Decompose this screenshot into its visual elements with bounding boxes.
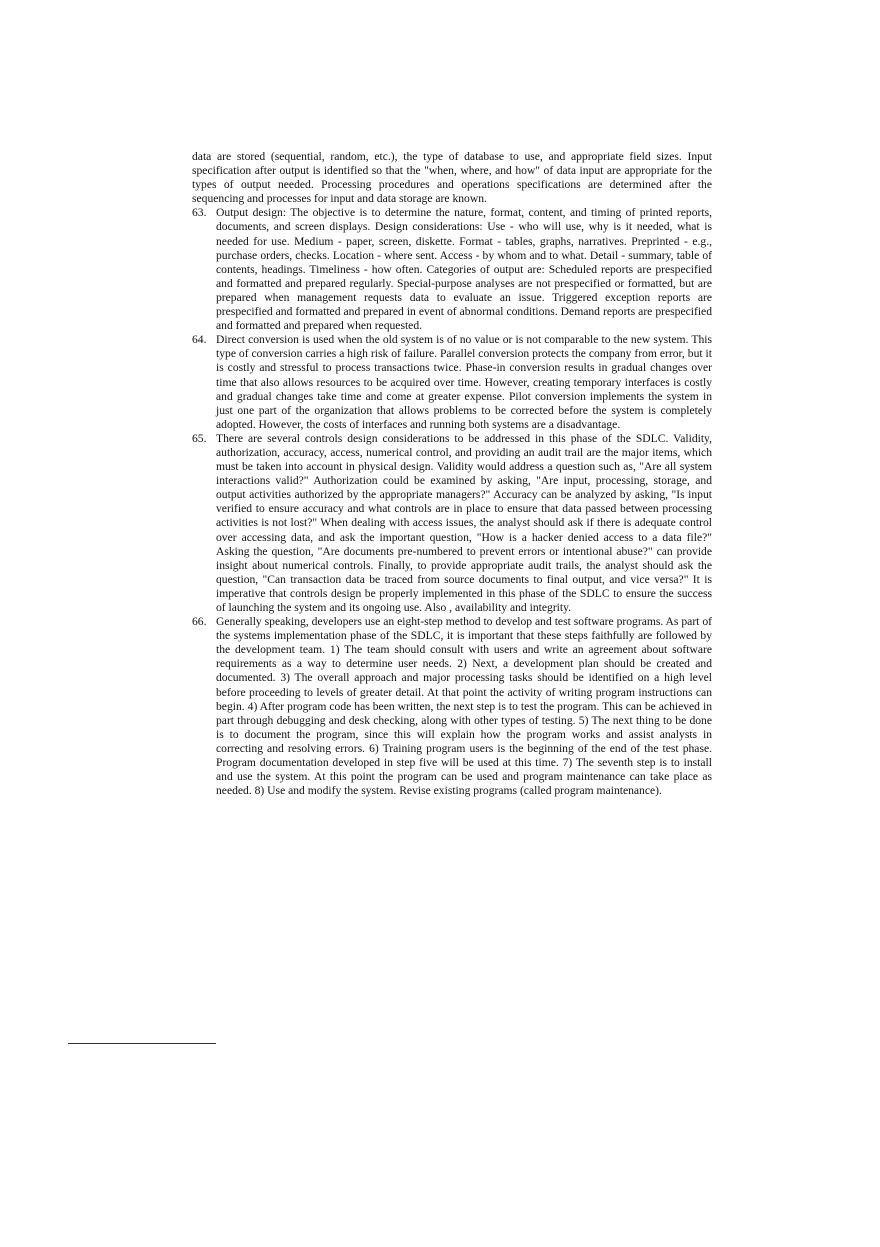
- intro-paragraph: data are stored (sequential, random, etc.), the type of database to use, and appropriate field sizes. Input specification after output is identified so that the "when, where, and how" of data input are appropriate for the types of output needed. Processing procedures and operations specifications are determined after the sequencing and processes for input and data storage are known.: [192, 150, 712, 206]
- item-text: Generally speaking, developers use an eight-step method to develop and test software programs. As part of the systems implementation phase of the SDLC, it is important that these steps faithfully are followed by the development team. 1) The team should consult with users and write an agreement about software requirements as a way to determine user needs. 2) Next, a development plan should be created and documented. 3) The overall approach and major processing tasks should be identified on a high level before proceeding to levels of greater detail. At that point the activity of writing program instructions can begin. 4) After program code has been written, the next step is to test the program. This can be achieved in part through debugging and desk checking, along with other types of testing. 5) The next thing to be done is to document the program, since this will explain how the program works and assist analysts in correcting and resolving errors. 6) Training program users is the beginning of the end of the test phase. Program documentation developed in step five will be used at this time. 7) The seventh step is to install and use the system. At this point the program can be used and program maintenance can take place as needed. 8) Use and modify the system. Revise existing programs (called program maintenance).: [216, 615, 712, 798]
- footnote-separator: [68, 1043, 216, 1044]
- item-number: 65.: [192, 431, 207, 445]
- item-number: 63.: [192, 206, 207, 220]
- item-text: Direct conversion is used when the old system is of no value or is not comparable to the new system. This type of conversion carries a high risk of failure. Parallel conversion protects the company from error, but it is costly and stressful to process transactions twice. Phase-in conversion results in gradual changes over time that also allows resources to be acquired over time. However, creating temporary interfaces is costly and gradual changes take time and come at greater expense. Pilot conversion implements the system in just one part of the organization that allows problems to be corrected before the system is completely adopted. However, the costs of interfaces and running both systems are a disadvantage.: [216, 333, 712, 431]
- list-item-66: [192, 615, 712, 798]
- item-number: 64.: [192, 333, 207, 347]
- document-body: [192, 150, 712, 798]
- item-number: 66.: [192, 615, 207, 629]
- item-text: There are several controls design considerations to be addressed in this phase of the SDLC. Validity, authorization, accuracy, access, numerical control, and providing an audit trail are the major items, which must be taken into account in physical design. Validity would address a question such as, "Are all system interactions valid?" Authorization could be examined by asking, "Are input, processing, storage, and output activities authorized by the appropriate managers?" Accuracy can be analyzed by asking, "Is input verified to ensure accuracy and what controls are in place to ensure that data passed between processing activities is not lost?" When dealing with access issues, the analyst should ask if there is adequate control over accessing data, and ask the important question, "How is a hacker denied access to a data file?" Asking the question, "Are documents pre-numbered to prevent errors or intentional abuse?" can provide insight about numerical controls. Finally, to provide appropriate audit trails, the analyst should ask the question, "Can transaction data be traced from source documents to final output, and vice versa?" It is imperative that controls design be properly implemented in this phase of the SDLC to ensure the success of launching the system and its ongoing use. Also , availability and integrity.: [216, 431, 712, 614]
- list-item-64: [192, 333, 712, 432]
- list-item-65: [192, 432, 712, 615]
- list-item-63: [192, 206, 712, 333]
- item-text: Output design: The objective is to determine the nature, format, content, and timing of printed reports, documents, and screen displays. Design considerations: Use - who will use, why is it needed, what is needed for use. Medium - paper, screen, diskette. Format - tables, graphs, narratives. Preprinted - e.g., purchase orders, checks. Location - where sent. Access - by whom and to what. Detail - summary, table of contents, headings. Timeliness - how often. Categories of output are: Scheduled reports are prespecified and formatted and prepared regularly. Special-purpose analyses are not prespecified or formatted, but are prepared when management requests data to evaluate an issue. Triggered exception reports are prespecified and formatted and prepared in event of abnormal conditions. Demand reports are prespecified and formatted and prepared when requested.: [216, 206, 712, 333]
